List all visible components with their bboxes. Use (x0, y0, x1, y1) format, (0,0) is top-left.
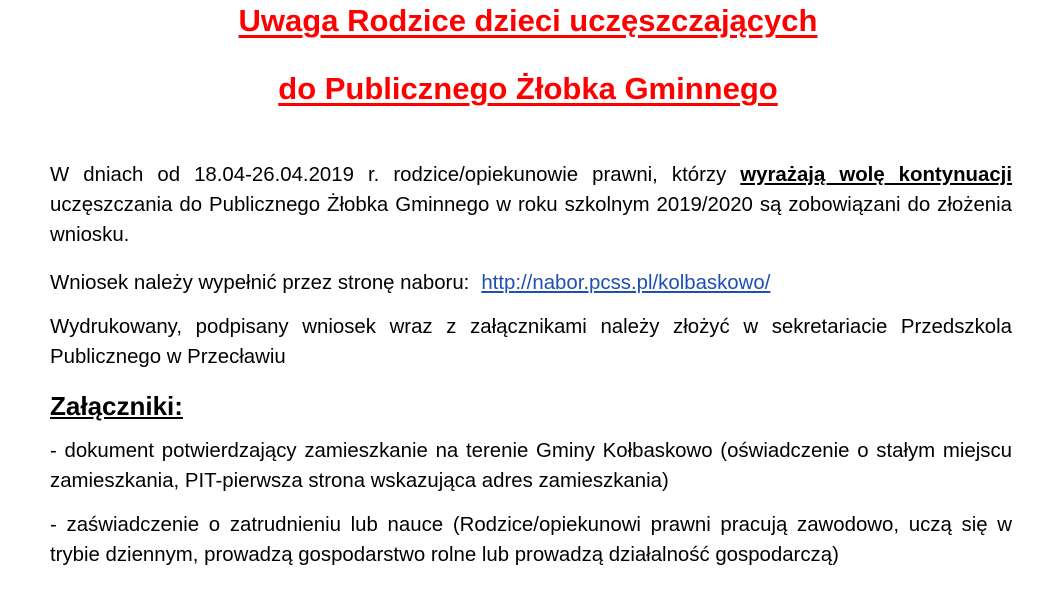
page-title-line-2: do Publicznego Żłobka Gminnego (278, 71, 778, 106)
page-title-line-1: Uwaga Rodzice dzieci uczęszczających (238, 3, 818, 38)
intro-paragraph (50, 160, 1012, 250)
form-instruction (50, 268, 1012, 298)
intro-text-end: uczęszczania do Publicznego Żłobka Gminnego w roku szkolnym 2019/2020 są zobowiązani do złożenia wniosku. (50, 194, 1012, 246)
continuation-emphasis: wyrażają wolę kontynuacji (740, 164, 1012, 186)
intro-text-start: W dniach od 18.04-26.04.2019 r. rodzice/opiekunowie prawni, którzy (50, 164, 741, 186)
enrollment-link[interactable]: http://nabor.pcss.pl/kolbaskowo/ (481, 272, 771, 294)
attachments-heading: Załączniki: (50, 391, 183, 421)
attachment-item-employment: - zaświadczenie o zatrudnieniu lub nauce (Rodzice/opiekunowi prawni pracują zawodowo, uczą się w trybie dziennym, prowadzą gospodarstwo rolne lub prowadzą działalność gospodarczą) (50, 514, 1012, 566)
submission-info: Wydrukowany, podpisany wniosek wraz z załącznikami należy złożyć w sekretariacie Przedszkola Publicznego w Przecławiu (50, 316, 1012, 368)
form-instruction-text: Wniosek należy wypełnić przez stronę naboru: (50, 272, 470, 294)
attachment-item-residence: - dokument potwierdzający zamieszkanie na terenie Gminy Kołbaskowo (oświadczenie o stałym miejscu zamieszkania, PIT-pierwsza strona wskazująca adres zamieszkania) (50, 440, 1012, 492)
